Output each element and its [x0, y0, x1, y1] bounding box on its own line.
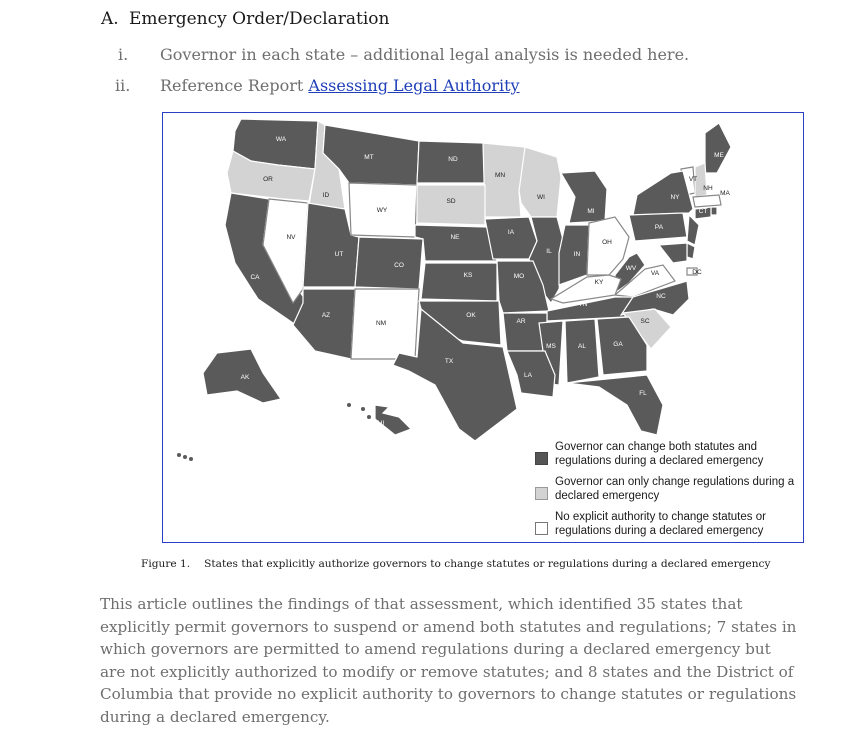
list-item-governor: [118, 45, 690, 64]
list-item-prefix: Reference Report: [160, 76, 309, 95]
state-label-ar: AR: [516, 318, 526, 325]
state-al: [565, 319, 599, 383]
state-label-dc: DC: [692, 269, 702, 276]
state-label-sc: SC: [640, 318, 650, 325]
legend-item-none: [535, 511, 804, 538]
state-label-mn: MN: [494, 172, 506, 179]
state-label-md: MD: [692, 259, 704, 266]
map-legend: [535, 441, 804, 543]
state-label-in: IN: [573, 251, 581, 258]
state-label-ri: RI: [717, 209, 725, 216]
state-label-tn: TN: [578, 301, 588, 308]
state-me: [705, 123, 731, 173]
state-label-fl: FL: [639, 390, 647, 397]
state-label-ok: OK: [466, 312, 476, 319]
state-label-nd: ND: [448, 156, 458, 163]
state-label-la: LA: [524, 372, 532, 379]
state-label-nc: NC: [656, 293, 666, 300]
state-label-ma: MA: [720, 190, 730, 197]
state-label-ne: NE: [450, 234, 460, 241]
state-label-sd: SD: [446, 198, 456, 205]
state-label-nj: NJ: [698, 230, 706, 237]
state-md: [659, 243, 687, 263]
state-ia: [485, 217, 537, 259]
state-ma: [693, 195, 721, 207]
island-mark: [367, 415, 371, 419]
state-fl: [567, 375, 663, 435]
state-ks: [421, 263, 497, 301]
list-item-number: i.: [118, 45, 129, 64]
figure-caption: [141, 558, 770, 570]
island-mark: [361, 407, 365, 411]
state-label-oh: OH: [602, 239, 612, 246]
list-item-text: Governor in each state – additional legal analysis is needed here.: [160, 45, 690, 64]
legend-item-both: [535, 441, 804, 468]
state-label-al: AL: [578, 343, 586, 350]
state-label-or: OR: [263, 176, 273, 183]
state-label-nh: NH: [703, 185, 713, 192]
state-label-ia: IA: [507, 229, 515, 236]
legend-swatch-white: [535, 522, 548, 535]
state-label-ut: UT: [334, 251, 344, 258]
state-label-vt: VT: [688, 176, 698, 183]
island-mark: [183, 455, 187, 459]
state-ri: [711, 207, 717, 215]
legend-item-regulations-only: [535, 476, 804, 503]
island-mark: [177, 453, 181, 457]
state-label-me: ME: [714, 152, 724, 159]
list-item-number: ii.: [115, 76, 131, 95]
state-label-wa: WA: [275, 136, 287, 143]
section-heading: [101, 9, 390, 29]
legend-text: Governor can only change regulations during a declared emergency: [555, 476, 795, 502]
state-label-ct: CT: [698, 208, 708, 215]
state-wi: [519, 147, 561, 217]
section-title: Emergency Order/Declaration: [129, 9, 390, 29]
state-label-id: ID: [322, 192, 330, 199]
list-item-reference: [115, 76, 520, 95]
body-paragraph: This article outlines the findings of that assessment, which identified 35 states that explicitly permit governors to suspend or amend both statutes and regulations; 7 states in which governors are permitted to amend regulations during a declared emergency but are not explicitly authorized to modify or remove statutes; and 8 states and the District of Columbia that provide no explicit authority to governors to change statutes or regulations during a declared emergency.: [100, 595, 797, 726]
legend-swatch-dark: [535, 452, 548, 465]
legend-text: Governor can change both statutes and regulations during a declared emergency: [555, 441, 764, 467]
state-label-nm: NM: [375, 320, 387, 327]
state-label-de: DE: [694, 249, 704, 256]
state-label-va: VA: [650, 270, 660, 277]
state-mi: [561, 171, 607, 223]
state-sd: [417, 185, 485, 225]
state-co: [355, 237, 423, 289]
state-label-ms: MS: [546, 343, 556, 350]
legend-text: No explicit authority to change statutes or regulations during a declared emergency: [555, 511, 766, 537]
state-ny: [633, 171, 693, 215]
island-mark: [189, 457, 193, 461]
state-label-ks: KS: [463, 272, 473, 279]
state-label-mt: MT: [364, 154, 374, 161]
island-mark: [347, 403, 351, 407]
state-label-ga: GA: [613, 341, 623, 348]
state-label-wy: WY: [376, 207, 388, 214]
state-label-mo: MO: [513, 273, 525, 280]
state-label-nv: NV: [286, 234, 296, 241]
legend-swatch-light: [535, 487, 548, 500]
state-label-co: CO: [394, 262, 404, 269]
figure-caption-text: States that explicitly authorize governors to change statutes or regulations during a declared emergency: [204, 558, 771, 570]
state-label-ny: NY: [670, 194, 680, 201]
figure-label: Figure 1.: [141, 558, 191, 570]
state-label-mi: MI: [587, 208, 595, 215]
assessing-legal-authority-link[interactable]: Assessing Legal Authority: [308, 76, 520, 95]
figure-map-frame: [162, 112, 804, 543]
state-label-il: IL: [546, 248, 552, 255]
section-number: A.: [101, 9, 119, 29]
state-label-ak: AK: [240, 374, 250, 381]
state-label-ky: KY: [594, 279, 604, 286]
state-label-az: AZ: [321, 312, 331, 319]
state-ne: [415, 225, 497, 261]
state-label-ca: CA: [250, 274, 260, 281]
state-label-wi: WI: [537, 194, 545, 201]
state-label-tx: TX: [444, 358, 454, 365]
state-label-wv: WV: [625, 265, 637, 272]
state-label-pa: PA: [654, 224, 664, 231]
state-label-hi: HI: [377, 420, 385, 427]
